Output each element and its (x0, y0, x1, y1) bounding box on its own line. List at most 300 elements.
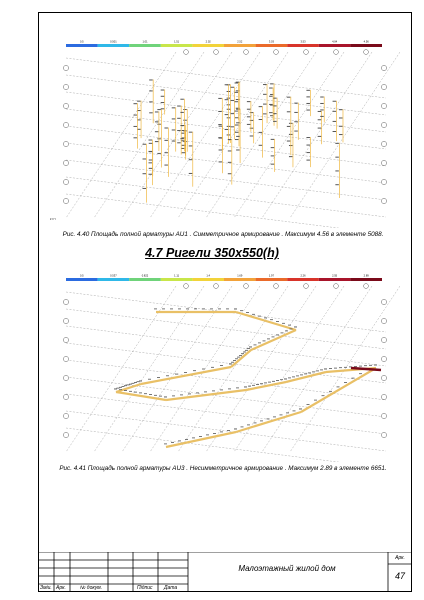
value-label (219, 126, 223, 127)
value-label (268, 382, 271, 383)
legend-value: 0.822 (141, 274, 149, 278)
value-label (271, 139, 275, 140)
value-label (339, 117, 343, 118)
value-label (236, 388, 239, 389)
legend-swatch (129, 278, 161, 281)
value-label (247, 348, 250, 349)
value-label (243, 352, 246, 353)
value-label (335, 157, 339, 158)
value-label (359, 373, 362, 374)
value-label (154, 395, 157, 396)
value-label (267, 339, 270, 340)
value-label (180, 395, 183, 396)
value-label (249, 347, 252, 348)
value-label (339, 109, 343, 110)
value-label (164, 165, 168, 166)
axis-marker (244, 284, 249, 289)
axis-marker (381, 179, 386, 184)
axis-marker (63, 356, 68, 361)
legend-value: 4.56 (363, 40, 369, 44)
value-label (364, 365, 367, 366)
value-label (329, 391, 332, 392)
value-label (276, 380, 279, 381)
value-label (133, 126, 137, 127)
value-label (308, 373, 311, 374)
value-label (137, 101, 141, 102)
beam-element (166, 432, 236, 447)
axis-marker (381, 356, 386, 361)
axis-marker (381, 413, 386, 418)
figure-2-caption: Рис. 4.41 Площадь полной арматуры AU3 . Несимметричное армирование . Максимум 2.89 в элементе 6651. (59, 465, 387, 472)
value-label (285, 331, 288, 332)
value-label (177, 106, 181, 107)
axis-marker (381, 65, 386, 70)
value-label (258, 343, 261, 344)
value-label (254, 423, 257, 424)
value-label (272, 337, 275, 338)
axis-marker (244, 50, 249, 55)
value-label (225, 129, 229, 130)
project-title: Малоэтажный жилой дом (238, 564, 336, 573)
value-label (252, 314, 255, 315)
value-label (306, 160, 310, 161)
value-label (235, 358, 238, 359)
value-label (314, 400, 317, 401)
value-label (287, 111, 291, 112)
value-label (248, 386, 251, 387)
value-label (161, 90, 165, 91)
value-label (117, 388, 120, 389)
axis-marker (381, 318, 386, 323)
axis-note: Z X Y (50, 218, 56, 221)
value-label (337, 387, 340, 388)
value-label (324, 369, 327, 370)
value-label (318, 128, 322, 129)
axis-marker (63, 141, 68, 146)
value-label (119, 387, 122, 388)
value-label (144, 393, 147, 394)
value-label (335, 143, 339, 144)
axis-marker (63, 299, 68, 304)
legend-swatch (66, 278, 98, 281)
value-label (374, 365, 377, 366)
value-label (306, 152, 310, 153)
value-label (245, 350, 248, 351)
value-label (299, 409, 302, 410)
value-label (220, 432, 223, 433)
legend-swatch (98, 44, 130, 47)
value-label (292, 377, 295, 378)
value-label (236, 136, 240, 137)
value-label (288, 378, 291, 379)
value-label (228, 139, 232, 140)
value-label (300, 375, 303, 376)
value-label (263, 84, 267, 85)
value-label (227, 430, 230, 431)
value-label (276, 335, 279, 336)
col-changes: Зміи. (40, 585, 52, 591)
legend-value: 1.69 (237, 274, 243, 278)
value-label (148, 174, 152, 175)
axis-marker (63, 375, 68, 380)
value-label (307, 404, 310, 405)
value-label (264, 318, 267, 319)
legend-value: 1.51 (174, 40, 180, 44)
value-label (339, 134, 343, 135)
value-label (189, 159, 193, 160)
value-label (269, 112, 273, 113)
axis-marker (63, 160, 68, 165)
value-label (271, 155, 275, 156)
value-label (164, 444, 167, 445)
value-label (263, 341, 266, 342)
axis-marker (381, 84, 386, 89)
legend-value: 1.01 (142, 40, 148, 44)
axis-marker (214, 284, 219, 289)
value-label (166, 375, 169, 376)
value-label (202, 369, 205, 370)
legend-value: 0.5 (79, 40, 84, 44)
value-label (263, 94, 267, 95)
value-label (218, 98, 222, 99)
value-label (281, 333, 284, 334)
value-label (318, 136, 322, 137)
legend-swatch (350, 278, 382, 281)
value-label (233, 360, 236, 361)
figure-2 (46, 272, 400, 462)
value-label (267, 419, 270, 420)
value-label (235, 125, 239, 126)
axis-marker (381, 337, 386, 342)
value-label (260, 421, 263, 422)
axis-marker (364, 284, 369, 289)
value-label (235, 92, 239, 93)
value-label (334, 368, 337, 369)
value-label (132, 383, 135, 384)
value-label (157, 109, 161, 110)
value-label (180, 125, 184, 126)
value-label (161, 96, 165, 97)
value-label (183, 120, 187, 121)
value-label (157, 153, 161, 154)
axis-marker (214, 50, 219, 55)
value-label (143, 173, 147, 174)
value-label (133, 137, 137, 138)
value-label (149, 112, 153, 113)
beam-element (141, 367, 231, 384)
value-label (161, 108, 165, 109)
value-label (339, 126, 343, 127)
value-label (335, 184, 339, 185)
value-label (304, 374, 307, 375)
value-label (149, 394, 152, 395)
value-label (228, 389, 231, 390)
value-label (294, 112, 298, 113)
value-label (270, 319, 273, 320)
value-label (286, 413, 289, 414)
value-label (263, 104, 267, 105)
value-label (133, 115, 137, 116)
axis-marker (63, 179, 68, 184)
value-label (199, 436, 202, 437)
value-label (184, 372, 187, 373)
legend-swatch (256, 44, 288, 47)
legend-value: 2.02 (205, 40, 211, 44)
axis-marker (334, 284, 339, 289)
value-label (273, 105, 277, 106)
value-label (183, 109, 187, 110)
value-label (237, 357, 240, 358)
value-label (129, 384, 132, 385)
value-label (329, 368, 332, 369)
value-label (149, 168, 153, 169)
value-label (193, 370, 196, 371)
value-label (219, 138, 223, 139)
value-label (149, 151, 153, 152)
value-label (177, 118, 181, 119)
value-label (288, 325, 291, 326)
value-label (189, 132, 193, 133)
value-label (273, 98, 277, 99)
value-label (127, 385, 130, 386)
value-label (143, 144, 147, 145)
axis-marker (381, 198, 386, 203)
value-label (287, 126, 291, 127)
axis-marker (184, 50, 189, 55)
value-label (119, 389, 122, 390)
value-label (228, 173, 232, 174)
value-label (272, 381, 275, 382)
value-label (259, 119, 263, 120)
value-label (236, 149, 240, 150)
value-label (369, 365, 372, 366)
value-label (202, 309, 205, 310)
value-label (306, 110, 310, 111)
value-label (164, 397, 167, 398)
title-block (38, 552, 412, 592)
value-label (280, 415, 283, 416)
value-label (134, 382, 137, 383)
axis-marker (381, 141, 386, 146)
axis-marker (381, 299, 386, 304)
value-label (188, 394, 191, 395)
value-label (254, 345, 257, 346)
value-label (218, 309, 221, 310)
legend-swatch (161, 278, 193, 281)
value-label (172, 129, 176, 130)
value-label (149, 79, 153, 80)
value-label (206, 435, 209, 436)
value-label (247, 124, 251, 125)
value-label (276, 321, 279, 322)
value-label (294, 327, 297, 328)
col-doc-number: № докум. (80, 585, 103, 591)
value-label (213, 433, 216, 434)
value-label (189, 173, 193, 174)
value-label (264, 383, 267, 384)
legend-value: 0.537 (110, 274, 117, 278)
legend-value: 2.52 (237, 40, 243, 44)
legend-value: 1.97 (268, 274, 274, 278)
value-label (170, 309, 173, 310)
value-label (287, 97, 291, 98)
value-label (219, 161, 223, 162)
axis-marker (381, 375, 386, 380)
legend-value: 2.26 (300, 274, 306, 278)
axis-marker (63, 318, 68, 323)
legend-swatch (192, 44, 224, 47)
col-signature: Підпис (137, 585, 153, 591)
value-label (231, 113, 235, 114)
value-label (269, 96, 273, 97)
figure-2-canvas (46, 272, 400, 462)
value-label (294, 103, 298, 104)
value-label (282, 323, 285, 324)
axis-marker (63, 394, 68, 399)
legend-value: 2.89 (363, 274, 369, 278)
value-label (149, 90, 153, 91)
value-label (320, 97, 324, 98)
legend-swatch (287, 278, 319, 281)
value-label (177, 130, 181, 131)
value-label (256, 384, 259, 385)
value-label (231, 100, 235, 101)
value-label (306, 96, 310, 97)
value-label (180, 138, 184, 139)
value-label (271, 164, 275, 165)
value-label (312, 372, 315, 373)
value-label (234, 309, 237, 310)
value-label (225, 114, 229, 115)
value-label (159, 396, 162, 397)
col-sheet: Арк. (56, 585, 66, 591)
value-label (306, 90, 310, 91)
value-label (149, 143, 153, 144)
legend-swatch (161, 44, 193, 47)
value-label (296, 376, 299, 377)
value-label (148, 140, 152, 141)
value-label (273, 113, 277, 114)
value-label (344, 367, 347, 368)
figure-1-canvas (46, 38, 400, 228)
value-label (229, 364, 232, 365)
value-label (235, 111, 239, 112)
value-label (306, 103, 310, 104)
value-label (129, 391, 132, 392)
value-label (192, 438, 195, 439)
value-label (290, 329, 293, 330)
value-label (263, 113, 267, 114)
value-label (247, 425, 250, 426)
figure-1-caption: Рис. 4.40 Площадь полной арматуры AU1 . Симметричное армирование . Максимум 4.56 в элементе 5088. (62, 231, 384, 238)
value-label (178, 309, 181, 310)
value-label (235, 101, 239, 102)
axis-marker (381, 122, 386, 127)
axis-marker (381, 432, 386, 437)
value-label (148, 162, 152, 163)
value-label (161, 102, 165, 103)
value-label (236, 122, 240, 123)
legend-swatch (319, 44, 351, 47)
value-label (322, 395, 325, 396)
value-label (143, 158, 147, 159)
value-label (124, 385, 127, 386)
value-label (293, 411, 296, 412)
value-label (134, 392, 137, 393)
value-label (164, 140, 168, 141)
axis-marker (63, 432, 68, 437)
value-label (172, 107, 176, 108)
axis-marker (304, 284, 309, 289)
axis-marker (184, 284, 189, 289)
value-label (211, 367, 214, 368)
figure-1 (46, 38, 400, 228)
value-label (258, 316, 261, 317)
value-label (284, 379, 287, 380)
beam-element (231, 350, 251, 367)
value-label (316, 371, 319, 372)
value-label (231, 362, 234, 363)
value-label (250, 112, 254, 113)
legend-swatch (129, 44, 161, 47)
value-label (180, 112, 184, 113)
legend-swatch (319, 278, 351, 281)
value-label (244, 387, 247, 388)
legend-swatch (287, 44, 319, 47)
value-label (225, 84, 229, 85)
value-label (219, 149, 223, 150)
value-label (247, 101, 251, 102)
axis-marker (381, 103, 386, 108)
value-label (333, 101, 337, 102)
legend-swatch (66, 44, 98, 47)
legend-swatch (256, 278, 288, 281)
value-label (246, 312, 249, 313)
axis-marker (381, 160, 386, 165)
value-label (234, 429, 237, 430)
value-label (177, 142, 181, 143)
legend-value: 0.5 (79, 274, 84, 278)
value-label (270, 83, 274, 84)
axis-marker (63, 84, 68, 89)
sheet-number: 47 (394, 571, 405, 581)
value-label (359, 366, 362, 367)
value-label (182, 152, 186, 153)
value-label (178, 441, 181, 442)
value-label (273, 417, 276, 418)
value-label (287, 141, 291, 142)
legend-value: 1.11 (174, 274, 180, 278)
legend-value: 2.55 (332, 274, 338, 278)
value-label (194, 309, 197, 310)
value-label (354, 366, 357, 367)
value-label (235, 82, 239, 83)
value-label (240, 310, 243, 311)
value-label (114, 389, 117, 390)
value-label (247, 116, 251, 117)
value-label (306, 137, 310, 138)
axis-marker (334, 50, 339, 55)
axis-marker (274, 50, 279, 55)
col-date: Дата (164, 585, 178, 591)
value-label (164, 152, 168, 153)
legend-swatch (350, 44, 382, 47)
value-label (273, 121, 277, 122)
value-label (154, 309, 157, 310)
axis-marker (63, 413, 68, 418)
axis-marker (381, 394, 386, 399)
value-label (137, 381, 140, 382)
